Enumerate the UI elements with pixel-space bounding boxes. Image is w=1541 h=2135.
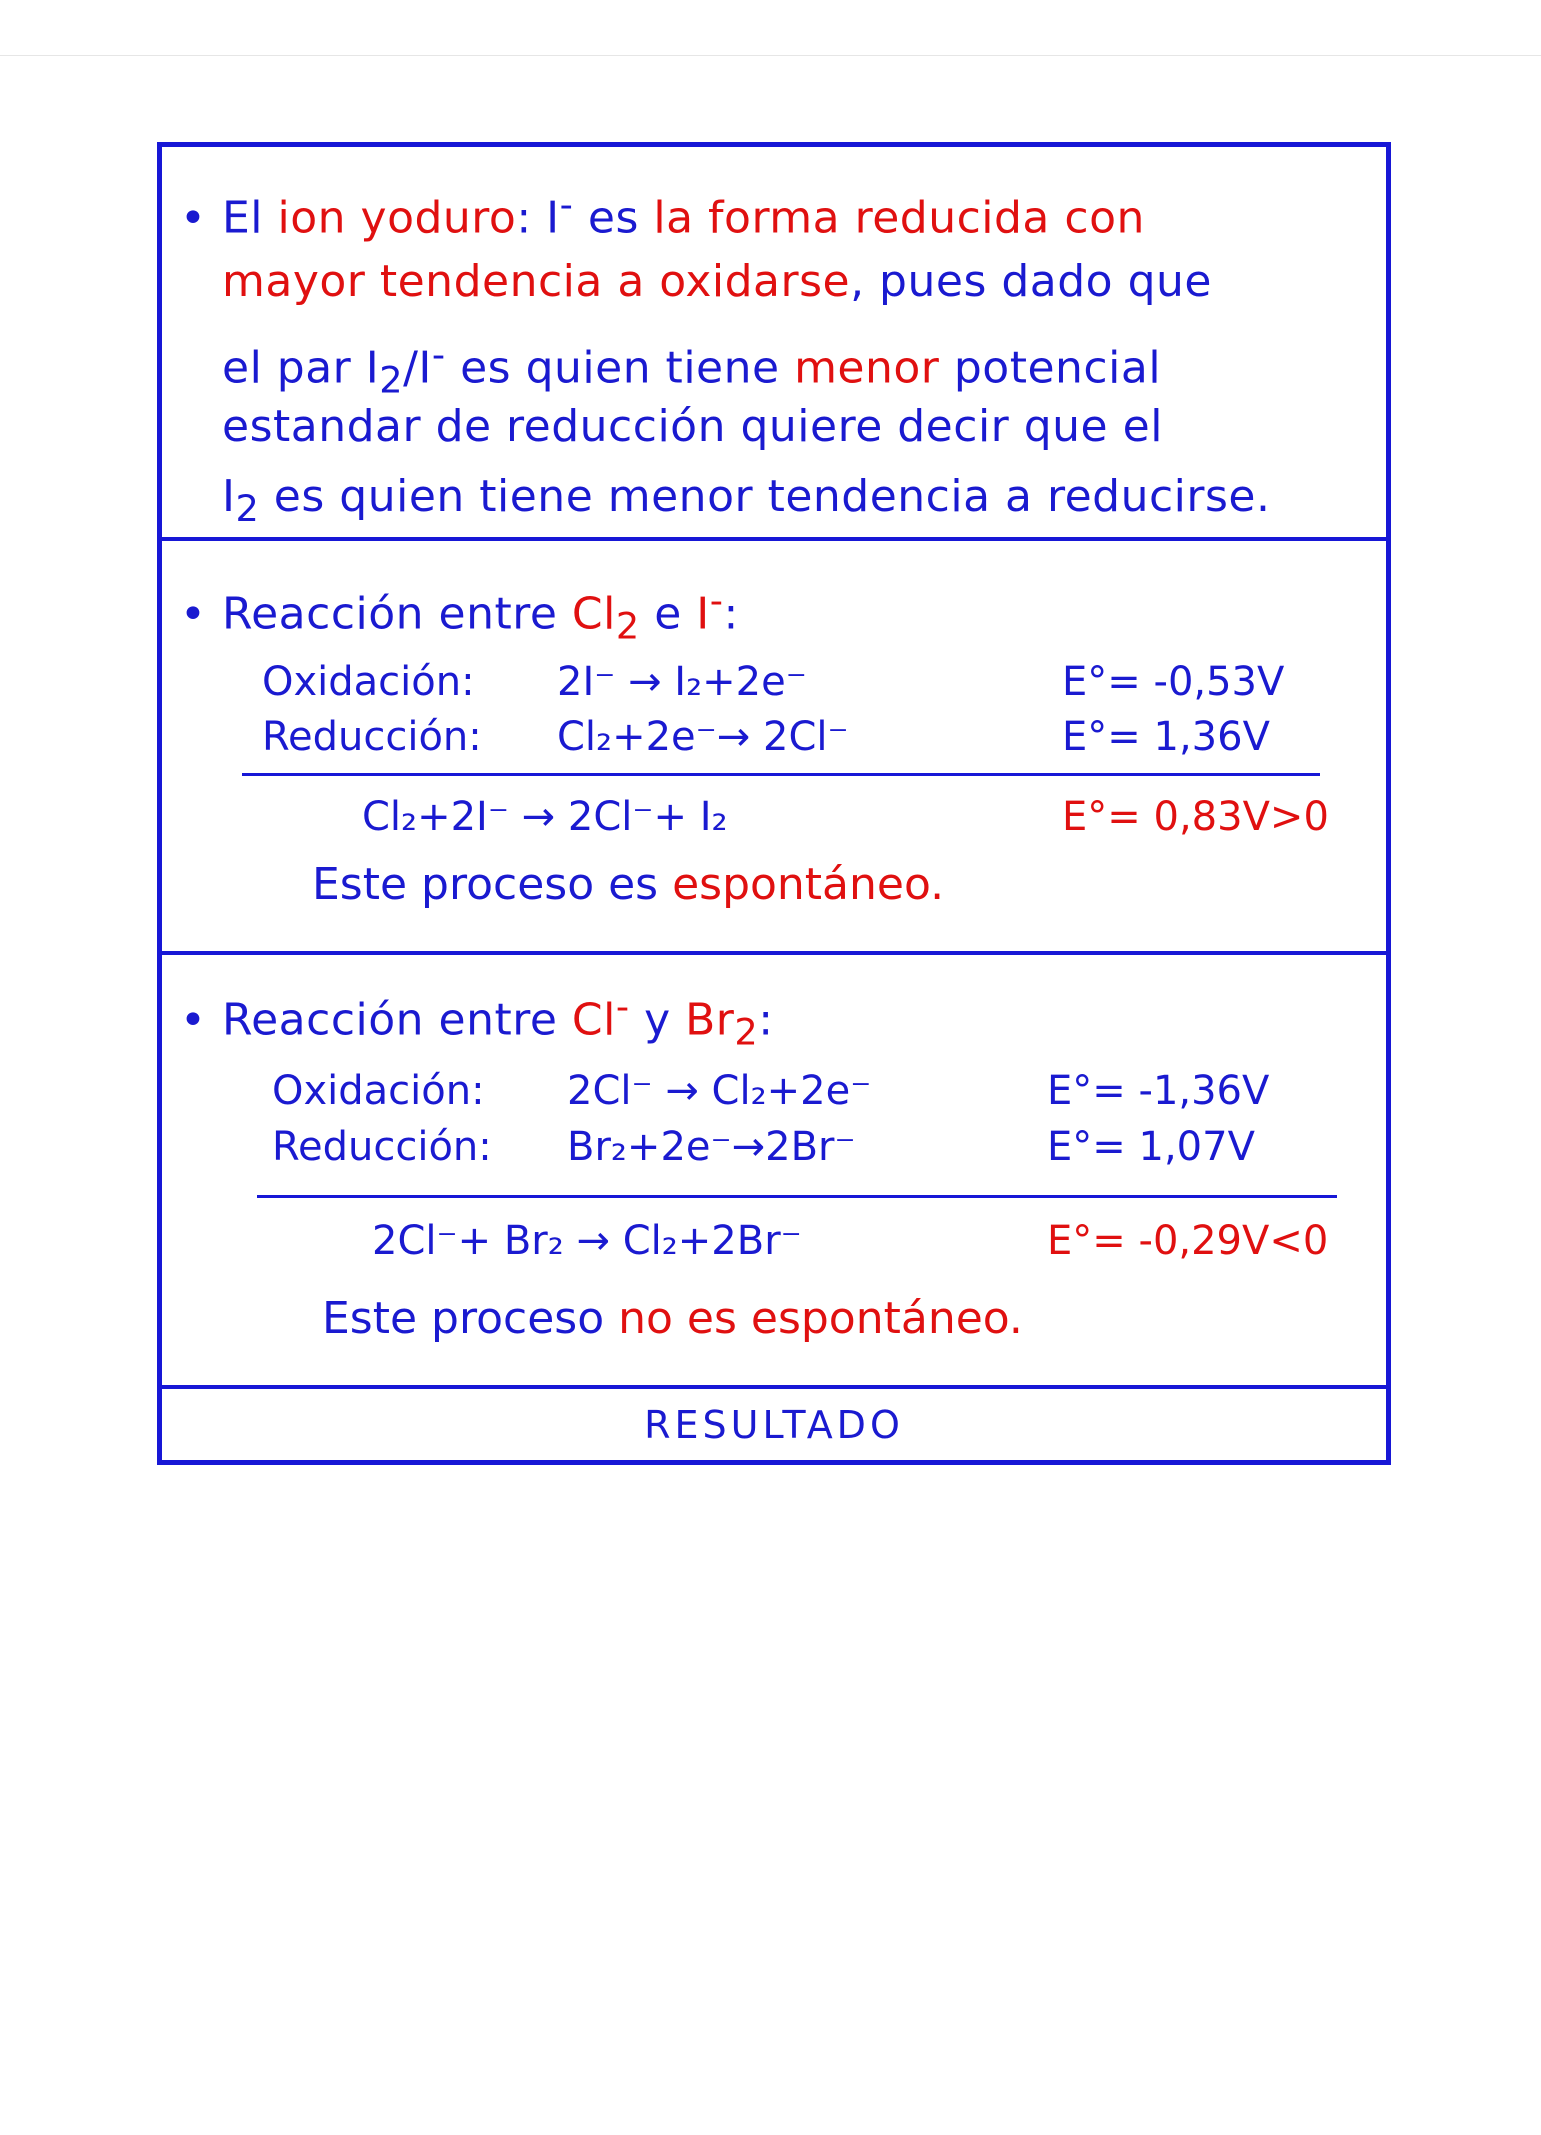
heading-text: Reacción entre (222, 588, 572, 640)
reaction2-heading (180, 967, 774, 1072)
intro-text: El (222, 192, 278, 244)
page-top-edge (0, 55, 1541, 56)
intro-text: /I (403, 342, 432, 394)
intro-highlight: menor (794, 342, 940, 394)
answer-box (157, 142, 1391, 1465)
intro-highlight: la forma reducida con (653, 192, 1145, 244)
heading-subscript: 2 (615, 604, 640, 648)
reaction1-conclusion (312, 859, 944, 911)
reduction-equation: Br₂+2e⁻→2Br⁻ (567, 1124, 856, 1170)
heading-subscript: 2 (734, 1010, 759, 1054)
heading-species: Cl (571, 588, 616, 640)
bullet-icon: • (180, 192, 207, 244)
intro-line-5 (222, 457, 1270, 549)
heading-text: : (758, 994, 774, 1046)
net-potential: E°= 0,83V>0 (1062, 794, 1329, 840)
reduction-equation: Cl₂+2e⁻→ 2Cl⁻ (557, 714, 849, 760)
intro-text: es (573, 192, 654, 244)
conclusion-highlight: no es espontáneo. (618, 1293, 1023, 1344)
intro-subscript: 2 (379, 358, 404, 402)
conclusion-highlight: espontáneo. (672, 859, 945, 910)
heading-text: Reacción entre (222, 994, 572, 1046)
oxidation-potential: E°= -1,36V (1047, 1068, 1270, 1114)
sum-line (257, 1195, 1337, 1198)
heading-species: Br (685, 994, 735, 1046)
intro-text: es quien tiene (445, 342, 795, 394)
section-divider (162, 1385, 1386, 1389)
oxidation-equation: 2I⁻ → I₂+2e⁻ (557, 659, 807, 705)
heading-species: Cl (571, 994, 616, 1046)
intro-text: I (222, 471, 236, 522)
result-label: RESULTADO (644, 1403, 904, 1447)
intro-section (162, 147, 1386, 537)
heading-species: I (696, 588, 710, 640)
reaction2-section (162, 955, 1386, 1385)
oxidation-label: Oxidación: (272, 1068, 485, 1114)
intro-superscript: - (559, 183, 574, 226)
intro-line-2 (222, 242, 1212, 322)
intro-highlight: ion yoduro (277, 192, 517, 244)
sum-line (242, 773, 1320, 776)
intro-text: potencial (939, 342, 1162, 394)
intro-text: : I (516, 192, 560, 244)
net-equation: Cl₂+2I⁻ → 2Cl⁻+ I₂ (362, 794, 728, 840)
conclusion-text: Este proceso (322, 1293, 619, 1344)
bullet-icon: • (180, 588, 207, 640)
reaction2-conclusion (322, 1293, 1023, 1345)
reduction-label: Reducción: (262, 714, 482, 760)
heading-text: : (723, 588, 739, 640)
intro-line-4: estandar de reducción quiere decir que el (222, 401, 1163, 452)
intro-superscript: - (431, 333, 446, 376)
net-potential: E°= -0,29V<0 (1047, 1218, 1329, 1264)
intro-highlight: mayor tendencia a oxidarse (222, 256, 851, 307)
oxidation-equation: 2Cl⁻ → Cl₂+2e⁻ (567, 1068, 872, 1114)
intro-text: el par I (222, 342, 380, 394)
reaction1-section (162, 541, 1386, 951)
conclusion-text: Este proceso es (312, 859, 673, 910)
reaction1-heading (180, 561, 739, 666)
heading-superscript: - (615, 985, 630, 1028)
intro-text: es quien tiene menor tendencia a reducirse. (259, 471, 1271, 522)
bullet-icon: • (180, 994, 207, 1046)
intro-subscript: 2 (235, 486, 260, 530)
net-equation: 2Cl⁻+ Br₂ → Cl₂+2Br⁻ (372, 1218, 802, 1264)
oxidation-label: Oxidación: (262, 659, 475, 705)
reduction-label: Reducción: (272, 1124, 492, 1170)
intro-text: , pues dado que (850, 256, 1212, 307)
heading-superscript: - (709, 579, 724, 622)
reduction-potential: E°= 1,36V (1062, 714, 1270, 760)
heading-text: y (629, 994, 686, 1046)
oxidation-potential: E°= -0,53V (1062, 659, 1285, 705)
heading-text: e (639, 588, 697, 640)
reduction-potential: E°= 1,07V (1047, 1124, 1255, 1170)
